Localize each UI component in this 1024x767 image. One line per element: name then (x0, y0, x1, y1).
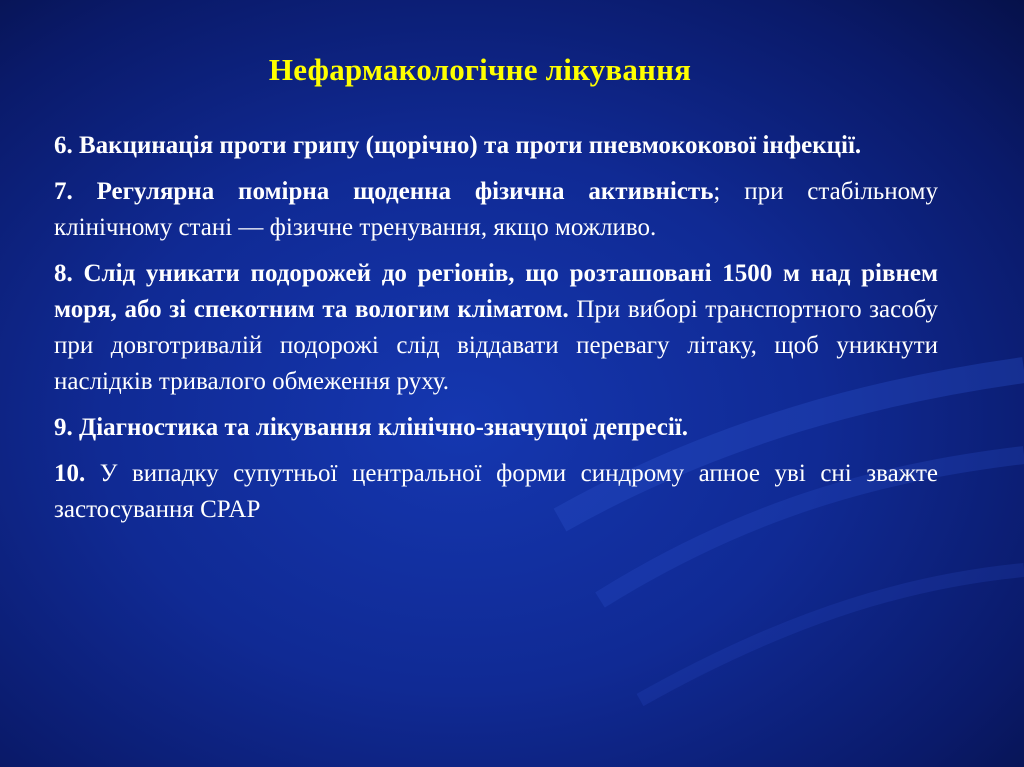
item-7-text: ; при стабільному клінічному стані — фізичне тренування, якщо можливо. (54, 178, 938, 241)
list-item-8 (54, 256, 938, 400)
item-6-bold: 6. Вакцинація проти грипу (щорічно) та проти пневмококової інфекції. (54, 132, 862, 159)
item-8-text: При виборі транспортного засобу при довготривалій подорожі слід віддавати перевагу літаку, щоб уникнути наслідків тривалого обмеження руху. (54, 296, 938, 395)
item-7-bold: 7. Регулярна помірна щоденна фізична активність (54, 178, 714, 205)
item-10-text: У випадку супутньої центральної форми синдрому апное уві сні зважте застосування CPAP (54, 460, 938, 523)
slide-content (54, 128, 938, 538)
item-10-bold: 10. (54, 460, 86, 487)
item-9-bold: 9. Діагностика та лікування клінічно-значущої депресії. (54, 414, 688, 441)
list-item-7 (54, 174, 938, 246)
list-item-10 (54, 456, 938, 528)
list-item-6 (54, 128, 938, 164)
item-8-bold: 8. Слід уникати подорожей до регіонів, що розташовані 1500 м над рівнем моря, або зі спекотним та вологим кліматом. (54, 260, 938, 323)
slide-title: Нефармакологічне лікування (268, 52, 692, 87)
list-item-9 (54, 410, 938, 446)
